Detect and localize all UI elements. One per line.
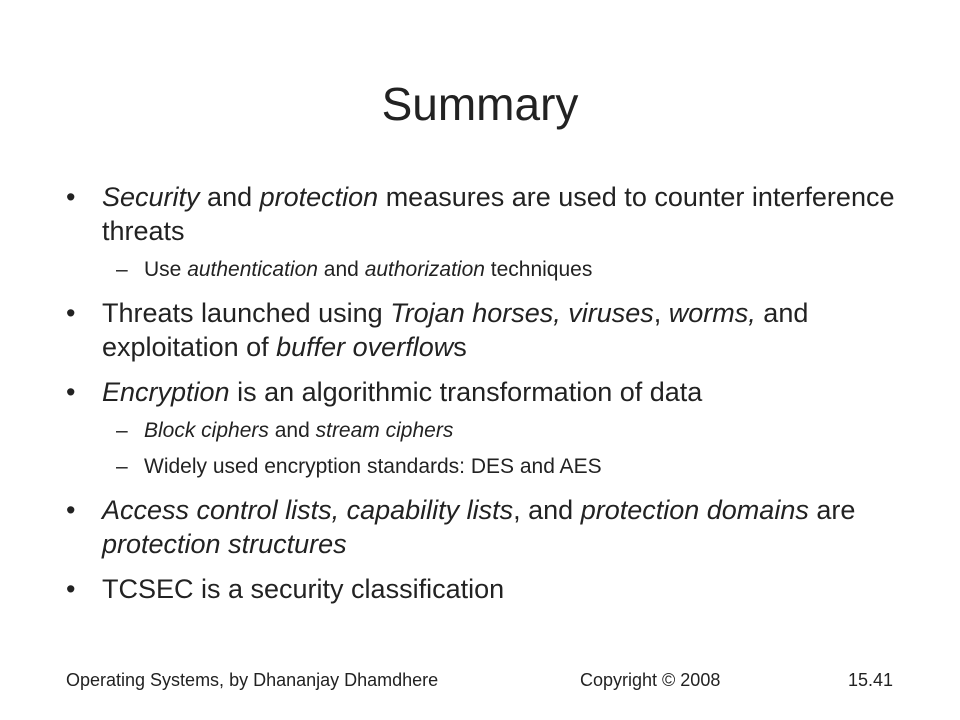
bullet-list xyxy=(66,180,906,606)
text-run: Use xyxy=(144,258,188,281)
bullet-item xyxy=(66,180,906,248)
text-run: techniques xyxy=(484,258,593,281)
footer-slide-number: 15.41 xyxy=(848,670,894,690)
text-run: s xyxy=(453,332,467,362)
text-run: are xyxy=(808,495,856,525)
bullet-dot-icon: • xyxy=(66,574,76,604)
italic-term: authorization xyxy=(364,258,485,281)
text-run: and exploitation of xyxy=(102,298,809,362)
bullet-text xyxy=(102,495,855,559)
text-run: and xyxy=(199,182,260,212)
dash-marker-icon: – xyxy=(116,455,128,478)
dash-marker-icon: – xyxy=(116,258,128,281)
bullet-item xyxy=(66,296,906,364)
sub-bullet-item xyxy=(66,256,906,284)
bullet-text xyxy=(144,419,453,442)
text-run: Widely used encryption standards: DES and AES xyxy=(144,455,602,478)
italic-term: protection structures xyxy=(102,529,347,559)
bullet-item xyxy=(66,572,906,606)
bullet-text xyxy=(144,455,602,478)
italic-term: Security xyxy=(102,182,200,212)
text-run: and xyxy=(317,258,365,281)
italic-term: worms, xyxy=(668,298,756,328)
italic-term: stream ciphers xyxy=(315,419,454,442)
text-run: , xyxy=(653,298,669,328)
text-run: measures are used to counter interference threats xyxy=(102,182,895,246)
sub-bullet-item xyxy=(66,417,906,445)
text-run: and xyxy=(268,419,316,442)
bullet-text xyxy=(102,298,808,362)
text-run: , and xyxy=(513,495,581,525)
bullet-dot-icon: • xyxy=(66,377,76,407)
italic-term: buffer overflow xyxy=(276,332,454,362)
bullet-dot-icon: • xyxy=(66,298,76,328)
dash-marker-icon: – xyxy=(116,419,128,442)
bullet-item xyxy=(66,375,906,409)
bullet-text xyxy=(102,574,504,604)
italic-term: protection xyxy=(259,182,379,212)
text-run: TCSEC is a security classification xyxy=(102,574,505,604)
slide-title: Summary xyxy=(381,78,579,130)
italic-term: Trojan horses, viruses xyxy=(390,298,654,328)
bullet-dot-icon: • xyxy=(66,495,76,525)
italic-term: authentication xyxy=(187,258,318,281)
text-run: Threats launched using xyxy=(102,298,391,328)
footer-book-credit: Operating Systems, by Dhananjay Dhamdhere xyxy=(66,670,439,690)
bullet-text xyxy=(102,182,894,246)
italic-term: protection domains xyxy=(580,495,809,525)
bullet-text xyxy=(102,377,702,407)
bullet-dot-icon: • xyxy=(66,182,76,212)
sub-bullet-item xyxy=(66,453,906,481)
footer-copyright: Copyright © 2008 xyxy=(580,670,721,690)
bullet-text xyxy=(144,258,592,281)
italic-term: Access control lists, capability lists xyxy=(102,495,514,525)
bullet-item xyxy=(66,493,906,561)
italic-term: Encryption xyxy=(102,377,230,407)
italic-term: Block ciphers xyxy=(144,419,269,442)
text-run: is an algorithmic transformation of data xyxy=(229,377,703,407)
